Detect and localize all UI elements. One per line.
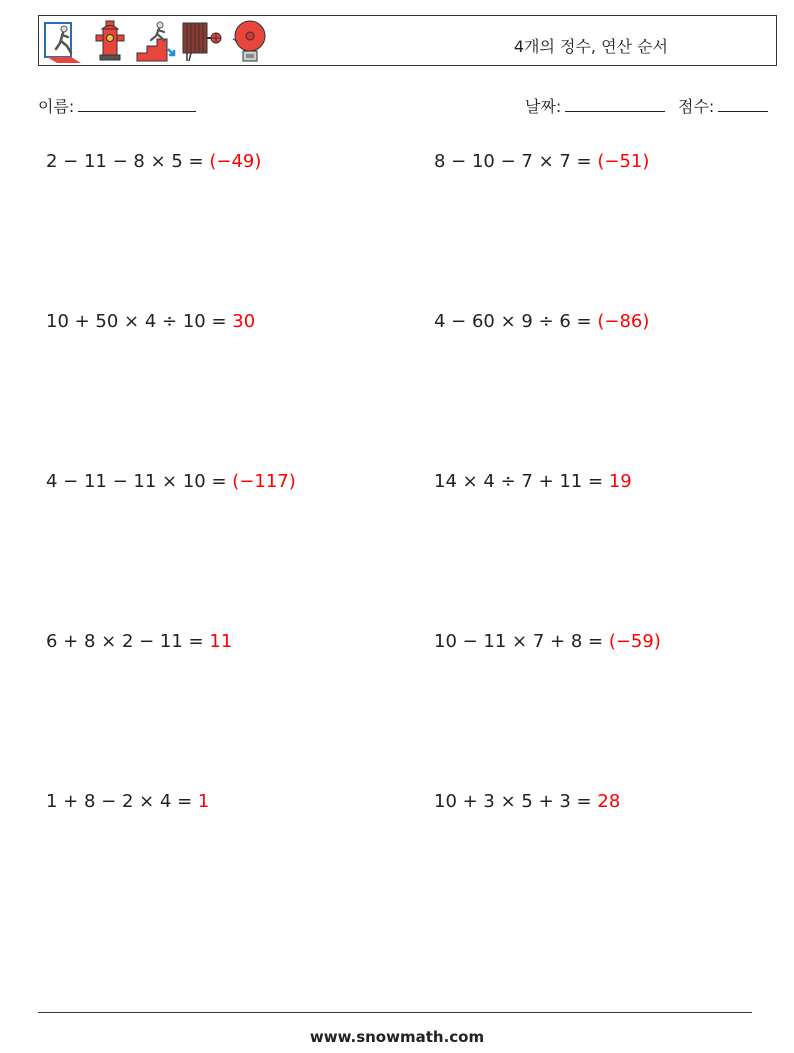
problem-answer: 30 xyxy=(232,311,256,332)
name-label: 이름: xyxy=(38,97,75,116)
emergency-exit-icon xyxy=(43,19,85,63)
date-label: 날짜: xyxy=(525,97,562,116)
fire-hose-reel-icon xyxy=(181,19,223,63)
problem-10 xyxy=(434,791,620,812)
problem-expression: 4 − 60 × 9 ÷ 6 = xyxy=(434,311,598,332)
problem-expression: 1 + 8 − 2 × 4 = xyxy=(46,791,198,812)
date-blank[interactable] xyxy=(565,97,665,112)
problem-5 xyxy=(46,471,296,492)
name-field xyxy=(38,94,196,117)
problem-answer: 1 xyxy=(197,791,210,812)
problem-expression: 14 × 4 ÷ 7 + 11 = xyxy=(434,471,609,492)
problem-expression: 10 + 3 × 5 + 3 = xyxy=(434,791,598,812)
problem-1 xyxy=(46,151,261,172)
fire-hydrant-icon xyxy=(89,19,131,63)
problem-answer: 19 xyxy=(608,471,632,492)
problem-answer: 28 xyxy=(597,791,621,812)
problem-answer: (−49) xyxy=(209,151,262,172)
problem-answer: (−51) xyxy=(597,151,650,172)
problem-answer: 11 xyxy=(209,631,233,652)
problem-2 xyxy=(434,151,649,172)
score-blank[interactable] xyxy=(718,97,768,112)
problem-expression: 2 − 11 − 8 × 5 = xyxy=(46,151,210,172)
problem-6 xyxy=(434,471,632,492)
score-label: 점수: xyxy=(678,97,715,116)
problem-expression: 10 − 11 × 7 + 8 = xyxy=(434,631,609,652)
problem-expression: 8 − 10 − 7 × 7 = xyxy=(434,151,598,172)
problem-answer: (−86) xyxy=(597,311,650,332)
footer-url[interactable]: www.snowmath.com xyxy=(309,1028,485,1046)
header-icons xyxy=(43,19,269,63)
problem-4 xyxy=(434,311,649,332)
problem-8 xyxy=(434,631,661,652)
page-title: 4개의 정수, 연산 순서 xyxy=(513,37,668,56)
score-field xyxy=(678,94,768,117)
problem-answer: (−117) xyxy=(232,471,296,492)
problem-7 xyxy=(46,631,232,652)
problem-answer: (−59) xyxy=(608,631,661,652)
worksheet-header xyxy=(38,15,777,66)
problem-3 xyxy=(46,311,255,332)
date-field xyxy=(525,94,665,117)
stairs-exit-icon xyxy=(135,19,177,63)
problem-9 xyxy=(46,791,209,812)
problem-expression: 10 + 50 × 4 ÷ 10 = xyxy=(46,311,233,332)
problem-expression: 6 + 8 × 2 − 11 = xyxy=(46,631,210,652)
footer-divider xyxy=(38,1012,752,1013)
fire-alarm-bell-icon xyxy=(227,19,269,63)
name-blank[interactable] xyxy=(78,97,196,112)
problem-expression: 4 − 11 − 11 × 10 = xyxy=(46,471,233,492)
